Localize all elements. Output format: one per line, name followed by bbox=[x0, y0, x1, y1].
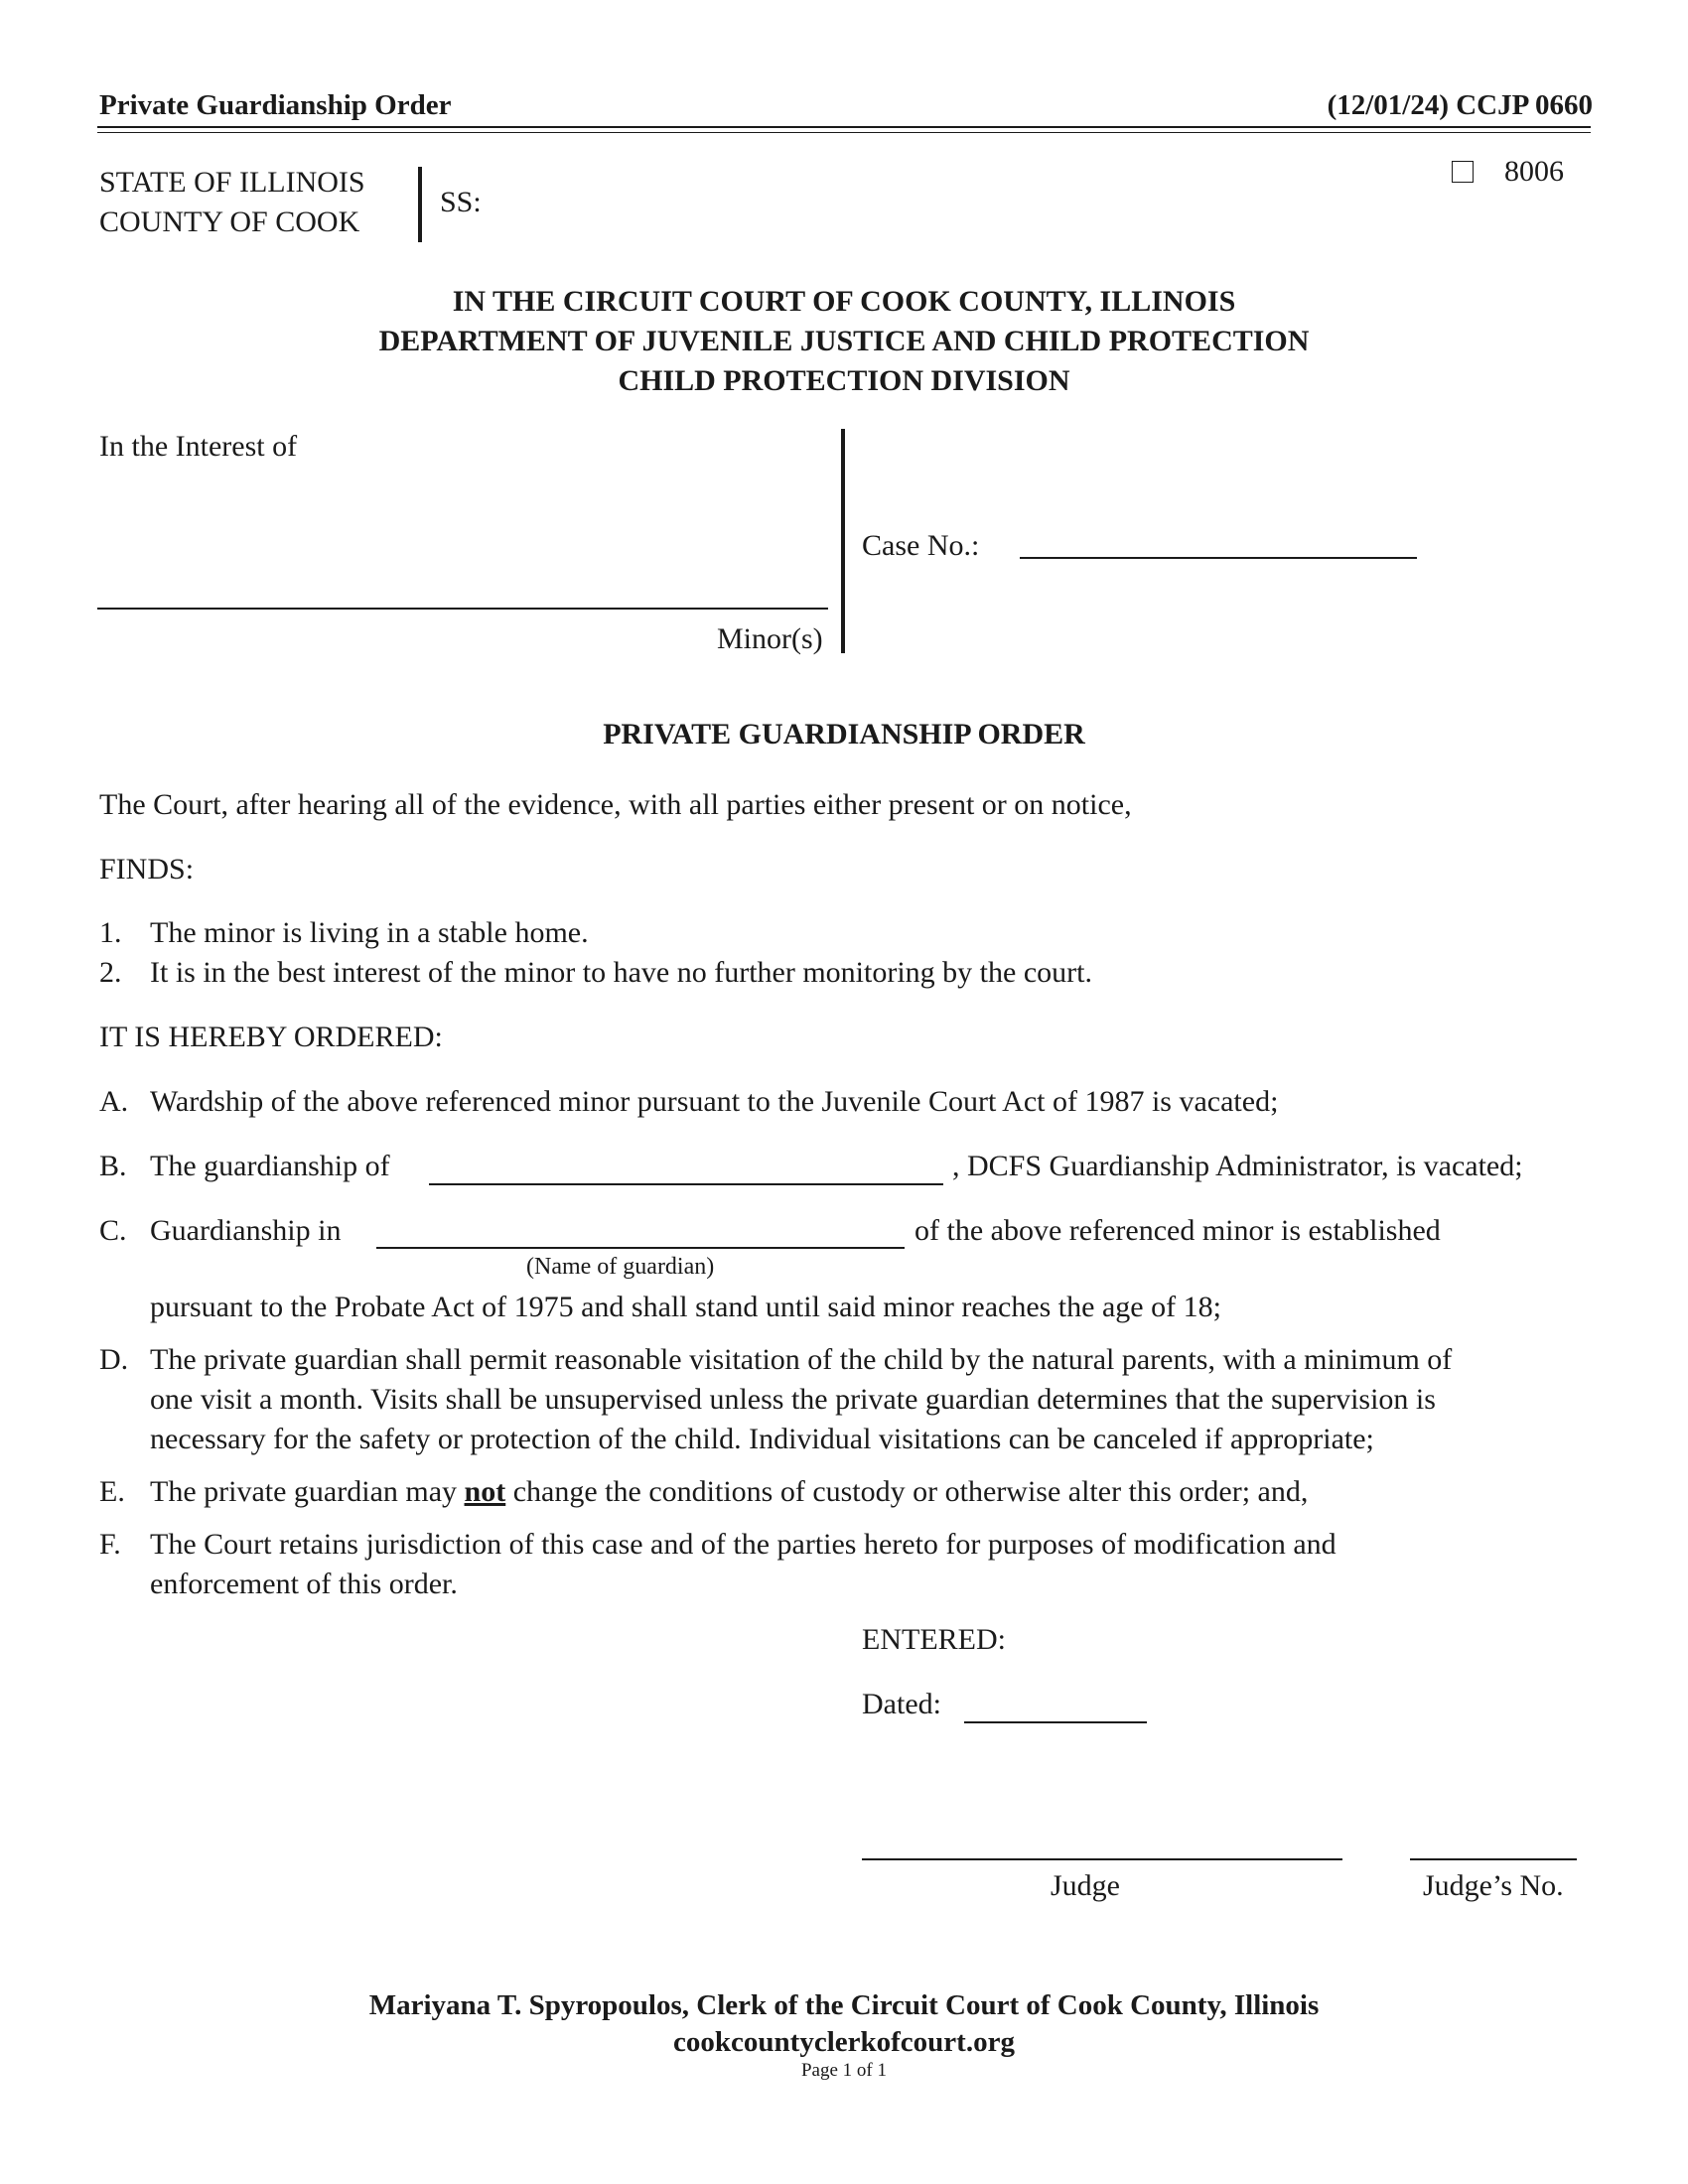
minor-name-line bbox=[97, 608, 828, 610]
judge-number-line[interactable] bbox=[1410, 1858, 1577, 1860]
venue-county: COUNTY OF COOK bbox=[99, 205, 360, 238]
order-b-text-before: The guardianship of bbox=[150, 1150, 390, 1182]
footer-page-number: Page 1 of 1 bbox=[800, 2060, 887, 2081]
order-b-text-after: , DCFS Guardianship Administrator, is vacated; bbox=[952, 1150, 1523, 1182]
order-e-text-after: change the conditions of custody or otherwise alter this order; and, bbox=[512, 1475, 1309, 1508]
judge-signature-line[interactable] bbox=[862, 1858, 1342, 1860]
order-b-letter: B. bbox=[99, 1150, 127, 1182]
form-number: 8006 bbox=[1504, 155, 1564, 188]
dcfs-administrator-field[interactable] bbox=[429, 1144, 943, 1183]
finds-heading: FINDS: bbox=[99, 853, 195, 886]
order-e-text bbox=[150, 1472, 1308, 1512]
form-number-checkbox[interactable] bbox=[1452, 161, 1474, 183]
order-d-line-1: The private guardian shall permit reasonable visitation of the child by the natural parents, with a minimum of bbox=[150, 1343, 1453, 1376]
order-c-text-after: of the above referenced minor is established bbox=[914, 1214, 1441, 1247]
finding-1-num: 1. bbox=[99, 916, 122, 949]
order-c-line-2: pursuant to the Probate Act of 1975 and shall stand until said minor reaches the age of 18; bbox=[150, 1291, 1221, 1323]
court-line-2: DEPARTMENT OF JUVENILE JUSTICE AND CHILD PROTECTION bbox=[378, 325, 1310, 357]
venue-state: STATE OF ILLINOIS bbox=[99, 166, 365, 199]
venue-ss: SS: bbox=[440, 186, 482, 218]
entered-label: ENTERED: bbox=[862, 1623, 1006, 1656]
order-d-line-3: necessary for the safety or protection of the child. Individual visitations can be canceled if appropriate; bbox=[150, 1423, 1374, 1455]
footer-clerk: Mariyana T. Spyropoulos, Clerk of the Circuit Court of Cook County, Illinois bbox=[368, 1989, 1320, 2021]
form-title: Private Guardianship Order bbox=[99, 89, 452, 121]
guardian-name-sublabel: (Name of guardian) bbox=[526, 1254, 715, 1280]
header-rule-thin bbox=[97, 132, 1591, 133]
case-no-field[interactable] bbox=[1020, 516, 1417, 556]
order-e-text-before: The private guardian may bbox=[150, 1475, 458, 1508]
order-c-letter: C. bbox=[99, 1214, 127, 1247]
footer-website: cookcountyclerkofcourt.org bbox=[673, 2026, 1015, 2058]
form-code: (12/01/24) CCJP 0660 bbox=[1327, 89, 1593, 121]
order-f-line-2: enforcement of this order. bbox=[150, 1568, 458, 1600]
court-line-3: CHILD PROTECTION DIVISION bbox=[618, 364, 1070, 397]
dcfs-administrator-line bbox=[429, 1183, 943, 1185]
judge-label: Judge bbox=[1051, 1869, 1120, 1902]
order-d-letter: D. bbox=[99, 1343, 129, 1376]
dated-field[interactable] bbox=[964, 1682, 1147, 1721]
order-f-line-1: The Court retains jurisdiction of this case and of the parties hereto for purposes of modification and bbox=[150, 1528, 1336, 1561]
court-line-1: IN THE CIRCUIT COURT OF COOK COUNTY, ILLINOIS bbox=[452, 285, 1236, 318]
finding-1-text: The minor is living in a stable home. bbox=[150, 916, 589, 949]
order-e-emphasis: not bbox=[464, 1475, 506, 1508]
finding-2-num: 2. bbox=[99, 956, 122, 989]
order-a-letter: A. bbox=[99, 1085, 129, 1118]
header-rule bbox=[97, 126, 1591, 128]
minor-name-field[interactable] bbox=[99, 566, 828, 606]
guardian-name-line bbox=[376, 1247, 905, 1249]
case-no-label: Case No.: bbox=[862, 529, 980, 562]
order-title: PRIVATE GUARDIANSHIP ORDER bbox=[603, 718, 1085, 751]
order-a-text: Wardship of the above referenced minor pursuant to the Juvenile Court Act of 1987 is vacated; bbox=[150, 1085, 1279, 1118]
dated-line bbox=[964, 1721, 1147, 1723]
case-no-line bbox=[1020, 557, 1417, 559]
minors-label: Minor(s) bbox=[717, 622, 823, 655]
judge-number-label: Judge’s No. bbox=[1423, 1869, 1564, 1902]
order-d-line-2: one visit a month. Visits shall be unsupervised unless the private guardian determines that the supervision is bbox=[150, 1383, 1436, 1416]
dated-label: Dated: bbox=[862, 1688, 941, 1720]
order-c-text-before: Guardianship in bbox=[150, 1214, 342, 1247]
caption-divider bbox=[841, 429, 845, 653]
order-f-letter: F. bbox=[99, 1528, 121, 1561]
in-interest-of-label: In the Interest of bbox=[99, 430, 298, 463]
intro-text: The Court, after hearing all of the evidence, with all parties either present or on notice, bbox=[99, 788, 1132, 821]
guardian-name-field[interactable] bbox=[376, 1208, 905, 1248]
ordered-heading: IT IS HEREBY ORDERED: bbox=[99, 1021, 443, 1053]
finding-2-text: It is in the best interest of the minor to have no further monitoring by the court. bbox=[150, 956, 1092, 989]
venue-divider bbox=[418, 167, 422, 242]
order-e-letter: E. bbox=[99, 1475, 125, 1508]
